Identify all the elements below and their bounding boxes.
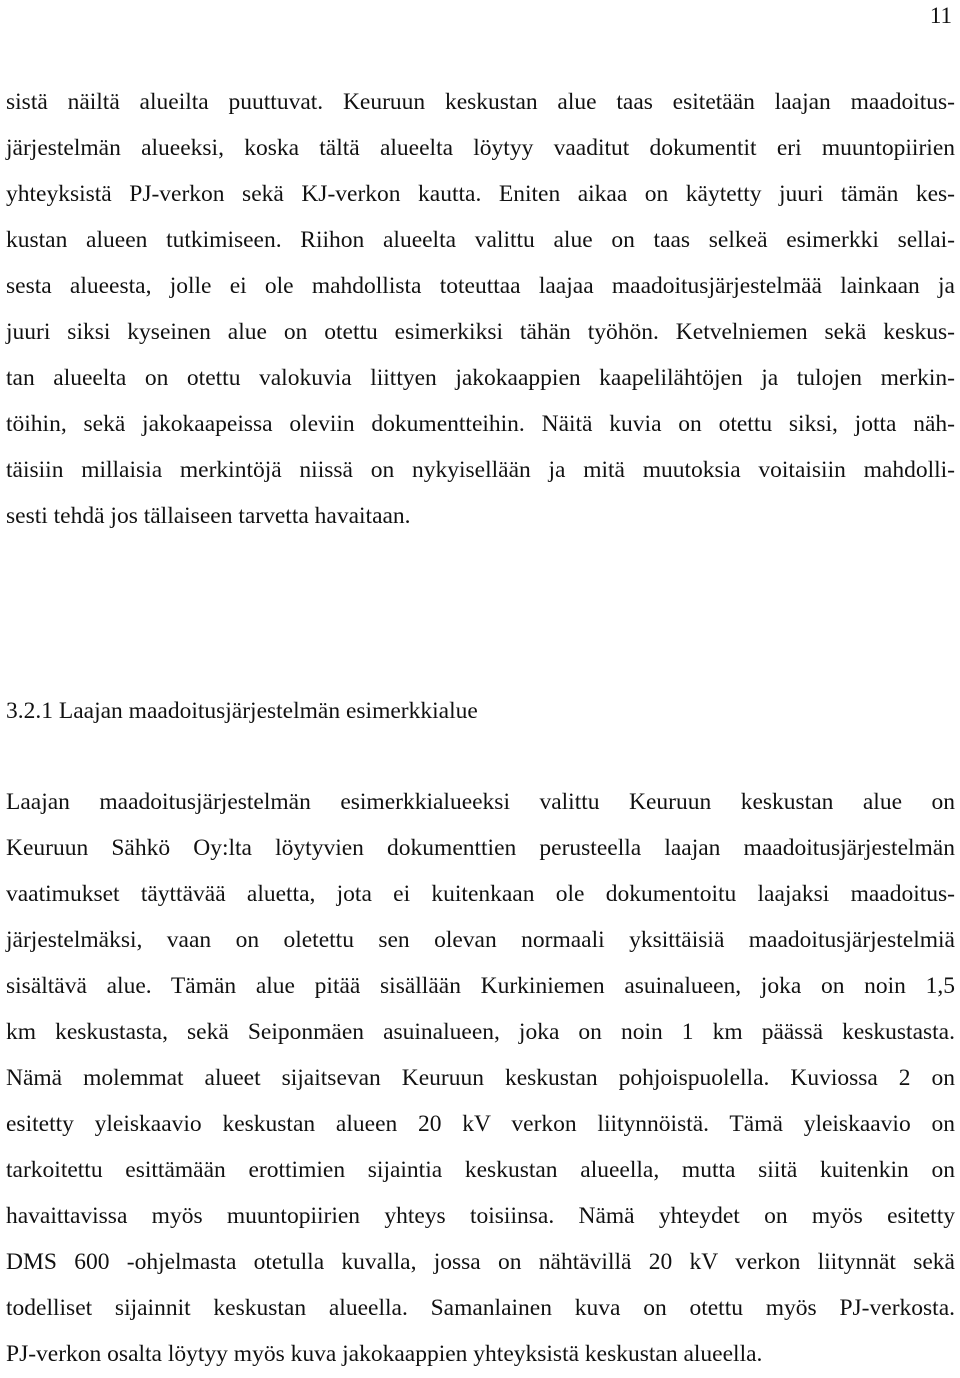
text-line: täisiin millaisia merkintöjä niissä on nykyisellään ja mitä muutoksia voitaisiin mahdolli- [6, 457, 955, 483]
text-line: havaittavissa myös muuntopiirien yhteys toisiinsa. Nämä yhteydet on myös esitetty [6, 1203, 955, 1229]
text-line: tan alueelta on otettu valokuvia liittyen jakokaappien kaapelilähtöjen ja tulojen merkin- [6, 365, 955, 391]
text-line: järjestelmän alueeksi, koska tältä alueelta löytyy vaaditut dokumentit eri muuntopiirien [6, 135, 955, 161]
text-line: vaatimukset täyttävää aluetta, jota ei kuitenkaan ole dokumentoitu laajaksi maadoitus- [6, 881, 955, 907]
text-line: Laajan maadoitusjärjestelmän esimerkkialueeksi valittu Keuruun keskustan alue on [6, 789, 955, 815]
text-line: km keskustasta, sekä Seiponmäen asuinalueen, joka on noin 1 km päässä keskustasta. [6, 1019, 955, 1045]
text-line: Nämä molemmat alueet sijaitsevan Keuruun keskustan pohjoispuolella. Kuviossa 2 on [6, 1065, 955, 1091]
section-heading: 3.2.1 Laajan maadoitusjärjestelmän esimerkkialue [6, 698, 478, 724]
text-line: todelliset sijainnit keskustan alueella. Samanlainen kuva on otettu myös PJ-verkosta. [6, 1295, 955, 1321]
page-number: 11 [929, 3, 952, 28]
text-line: töihin, sekä jakokaapeissa oleviin dokumentteihin. Näitä kuvia on otettu siksi, jotta näh- [6, 411, 955, 437]
text-line: Keuruun Sähkö Oy:lta löytyvien dokumenttien perusteella laajan maadoitusjärjestelmän [6, 835, 955, 861]
text-line: sistä näiltä alueilta puuttuvat. Keuruun keskustan alue taas esitetään laajan maadoitus- [6, 89, 955, 115]
text-line: järjestelmäksi, vaan on oletettu sen olevan normaali yksittäisiä maadoitusjärjestelmiä [6, 927, 955, 953]
text-line: yhteyksistä PJ-verkon sekä KJ-verkon kautta. Eniten aikaa on käytetty juuri tämän kes- [6, 181, 955, 207]
text-line: sisältävä alue. Tämän alue pitää sisällään Kurkiniemen asuinalueen, joka on noin 1,5 [6, 973, 955, 999]
text-line: tarkoitettu esittämään erottimien sijaintia keskustan alueella, mutta siitä kuitenkin on [6, 1157, 955, 1183]
text-line: PJ-verkon osalta löytyy myös kuva jakokaappien yhteyksistä keskustan alueella. [6, 1341, 763, 1367]
text-line: kustan alueen tutkimiseen. Riihon alueelta valittu alue on taas selkeä esimerkki sellai- [6, 227, 955, 253]
text-line: juuri siksi kyseinen alue on otettu esimerkiksi tähän työhön. Ketvelniemen sekä keskus- [6, 319, 955, 345]
text-line: sesta alueesta, jolle ei ole mahdollista toteuttaa laajaa maadoitusjärjestelmää lainkaan ja [6, 273, 955, 299]
text-line: sesti tehdä jos tällaiseen tarvetta havaitaan. [6, 503, 411, 529]
text-line: DMS 600 -ohjelmasta otetulla kuvalla, jossa on nähtävillä 20 kV verkon liitynnät sekä [6, 1249, 955, 1275]
text-line: esitetty yleiskaavio keskustan alueen 20 kV verkon liitynnöistä. Tämä yleiskaavio on [6, 1111, 955, 1137]
